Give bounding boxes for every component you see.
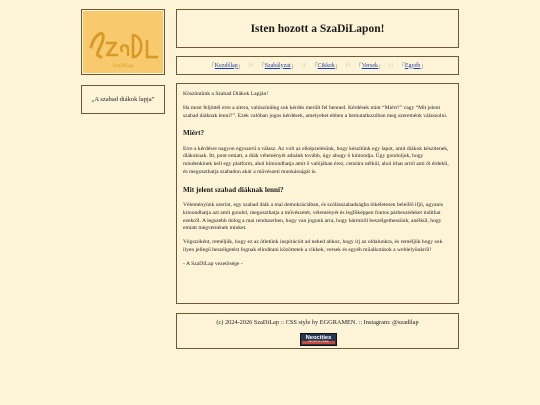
nav-link-cikkek[interactable]: Cikkek	[317, 62, 335, 69]
intro-paragraph: Ha most feljöttél erre a sitera, valószínűleg sok kérdés merült fel benned. Kérdések mint “Miért?” vagy “Mit jelent szabad diáknak lenni?”. Ezek valóban jogos kérdések, amelyeket ebben a bemutatkozóban meg szeretnénk válaszolni.	[183, 104, 448, 119]
header-panel	[176, 9, 459, 48]
logo-wordmark	[83, 11, 163, 73]
nav-link-kezdolap[interactable]: Kezdőlap	[214, 62, 238, 69]
nav-separator: ∷	[301, 63, 307, 69]
signature: - A SzaDiLap vezetősége -	[183, 260, 243, 267]
nav-link-egyeb[interactable]: Egyéb	[404, 62, 421, 69]
badge-subtitle: THIS SITE IS CURSED	[302, 341, 335, 344]
why-paragraph: Erre a kérdésre nagyon egyszerű a válasz. Az volt az elképzelésünk, hogy készítünk egy lapot, amit diákok készítenek, diákoknak. Itt, pont emiatt, a diák véleményét adnánk tovább, úgy ahogy ő kimondja. Úgy gondoljuk, hogy mindenkinek kell egy platform, ahol kimondhatja amit ő valójában érez, cenzúra nélkül, ahol írhat arról ami őt érdekli, és megoszthatja szabadon akár a művészeti munkásságát is.	[183, 145, 449, 176]
nav-link-szabalyzat[interactable]: Szabályzat	[264, 62, 291, 69]
closing-paragraph: Végszóként, reméljük, hogy ez az ötletünk inspirációt ad neked ahhoz, hogy írj az oldalunkra, és reméljük hogy sok ilyen jellegű beszélgetést fognak elindítani közöttetek a cikkek, versek és egyéb műalkotások a weblelyünkről!	[183, 239, 443, 254]
footer-credits: (c) 2024-2026 SzaDiLap :: CSS style by EGGRAMEN. :: Instagram: @szadilap	[216, 319, 419, 326]
navigation-bar: 「 Kezdőlap 」 ∷ 「 Szabályzat 」 ∷ 「 Cikkek 」 ∷ 「 Versek 」 ∷ 「 Egyéb 」	[176, 56, 459, 75]
badge-label: Neocities	[305, 335, 332, 341]
heading-meaning: Mit jelent szabad diáknak lenni?	[183, 185, 284, 194]
meaning-paragraph: Véleményünk szerint, egy szabad diák a mai demokráciában, és szólásszabadságba tökéletesen beleillő ifjú, ugyanis kimondhatja azt amit gondol, megoszthatja a művészetét, véleményét és legfőképpen fontos párbeszédeket indíthat ezekről. A legszebb dolog a mai rendszerben, hogy van jogunk arra, hogy bármiről beszélgethessünk, anélkül, hogy emiatt megvetnének minket.	[183, 201, 444, 232]
nav-link-versek[interactable]: Versek	[361, 62, 379, 69]
nav-separator: ∷	[389, 63, 394, 69]
nav-separator: ∷	[248, 63, 254, 69]
footer	[176, 313, 459, 349]
site-logo[interactable]	[83, 11, 163, 73]
nav-separator: ∷	[345, 63, 351, 69]
logo-frame	[81, 9, 165, 75]
svg-text:SzaDiLap: SzaDiLap	[113, 64, 133, 69]
page-title: Isten hozott a SzaDiLapon!	[250, 22, 385, 35]
greeting-text: Köszöntünk a Szabad Diákok Lapján!	[183, 91, 269, 97]
main-content	[176, 83, 459, 304]
sidebar-motto-box	[81, 85, 165, 114]
sidebar-motto: „A szabad diákok lapja”	[91, 96, 155, 103]
heading-why: Miért?	[183, 129, 205, 138]
neocities-badge[interactable]	[300, 333, 337, 346]
